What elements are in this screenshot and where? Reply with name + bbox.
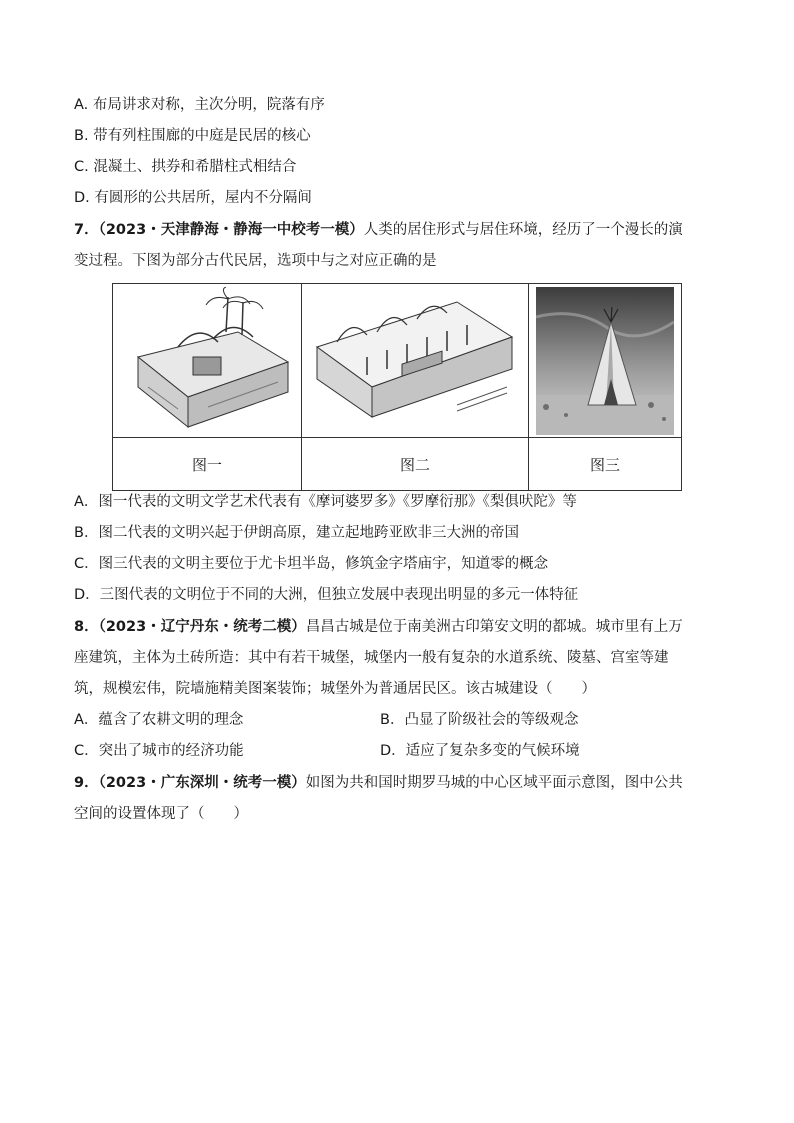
- q7-option-c: C．图三代表的文明主要位于尤卡坦半岛，修筑金字塔庙宇，知道零的概念: [74, 556, 549, 572]
- figure-3-caption: 图三: [529, 438, 682, 491]
- q6-option-b: B. 带有列柱围廊的中庭是民居的核心: [74, 128, 311, 144]
- q9-stem-cont: 空间的设置体现了（ ）: [74, 806, 248, 822]
- tipi-photo: [536, 287, 674, 435]
- q6-option-c: C. 混凝土、拱券和希腊柱式相结合: [74, 159, 297, 175]
- q7-stem: 7．（2023・天津静海・静海一中校考一模）人类的居住形式与居住环境，经历了一个漫长的演: [74, 222, 683, 238]
- q7-option-a: A．图一代表的文明文学艺术代表有《摩诃婆罗多》《罗摩衍那》《梨俱吠陀》等: [74, 494, 577, 510]
- q7-stem-cont: 变过程。下图为部分古代民居，选项中与之对应正确的是: [74, 253, 437, 269]
- q8-option-a: A．蕴含了农耕文明的理念: [74, 712, 244, 728]
- q7-option-b: B．图二代表的文明兴起于伊朗高原，建立起地跨亚欧非三大洲的帝国: [74, 525, 519, 541]
- q8-option-c: C．突出了城市的经济功能: [74, 743, 244, 759]
- roman-domus-illustration: [307, 287, 523, 435]
- figure-1-caption: 图一: [113, 438, 302, 491]
- figure-3-cell: [529, 284, 682, 438]
- egyptian-house-illustration: [118, 287, 296, 435]
- figure-2-cell: [302, 284, 529, 438]
- q8-stem-cont-1: 座建筑，主体为土砖所造：其中有若干城堡，城堡内一般有复杂的水道系统、陵墓、宫室等建: [74, 650, 669, 666]
- q8-stem-cont-2: 筑，规模宏伟，院墙施精美图案装饰；城堡外为普通居民区。该古城建设（ ）: [74, 681, 596, 697]
- figure-table: [112, 283, 682, 491]
- q7-option-d: D．三图代表的文明位于不同的大洲，但独立发展中表现出明显的多元一体特征: [74, 587, 579, 603]
- q8-option-b: B．凸显了阶级社会的等级观念: [380, 712, 579, 728]
- q8-option-d: D．适应了复杂多变的气候环境: [380, 743, 580, 759]
- q6-option-a: A. 布局讲求对称，主次分明，院落有序: [74, 97, 325, 113]
- q9-stem: 9．（2023・广东深圳・统考一模）如图为共和国时期罗马城的中心区域平面示意图，图中公共: [74, 775, 683, 791]
- q6-option-d: D. 有圆形的公共居所，屋内不分隔间: [74, 190, 312, 206]
- figure-2-caption: 图二: [302, 438, 529, 491]
- q8-stem: 8．（2023・辽宁丹东・统考二模）昌昌古城是位于南美洲古印第安文明的都城。城市里有上万: [74, 619, 683, 635]
- figure-1-cell: [113, 284, 302, 438]
